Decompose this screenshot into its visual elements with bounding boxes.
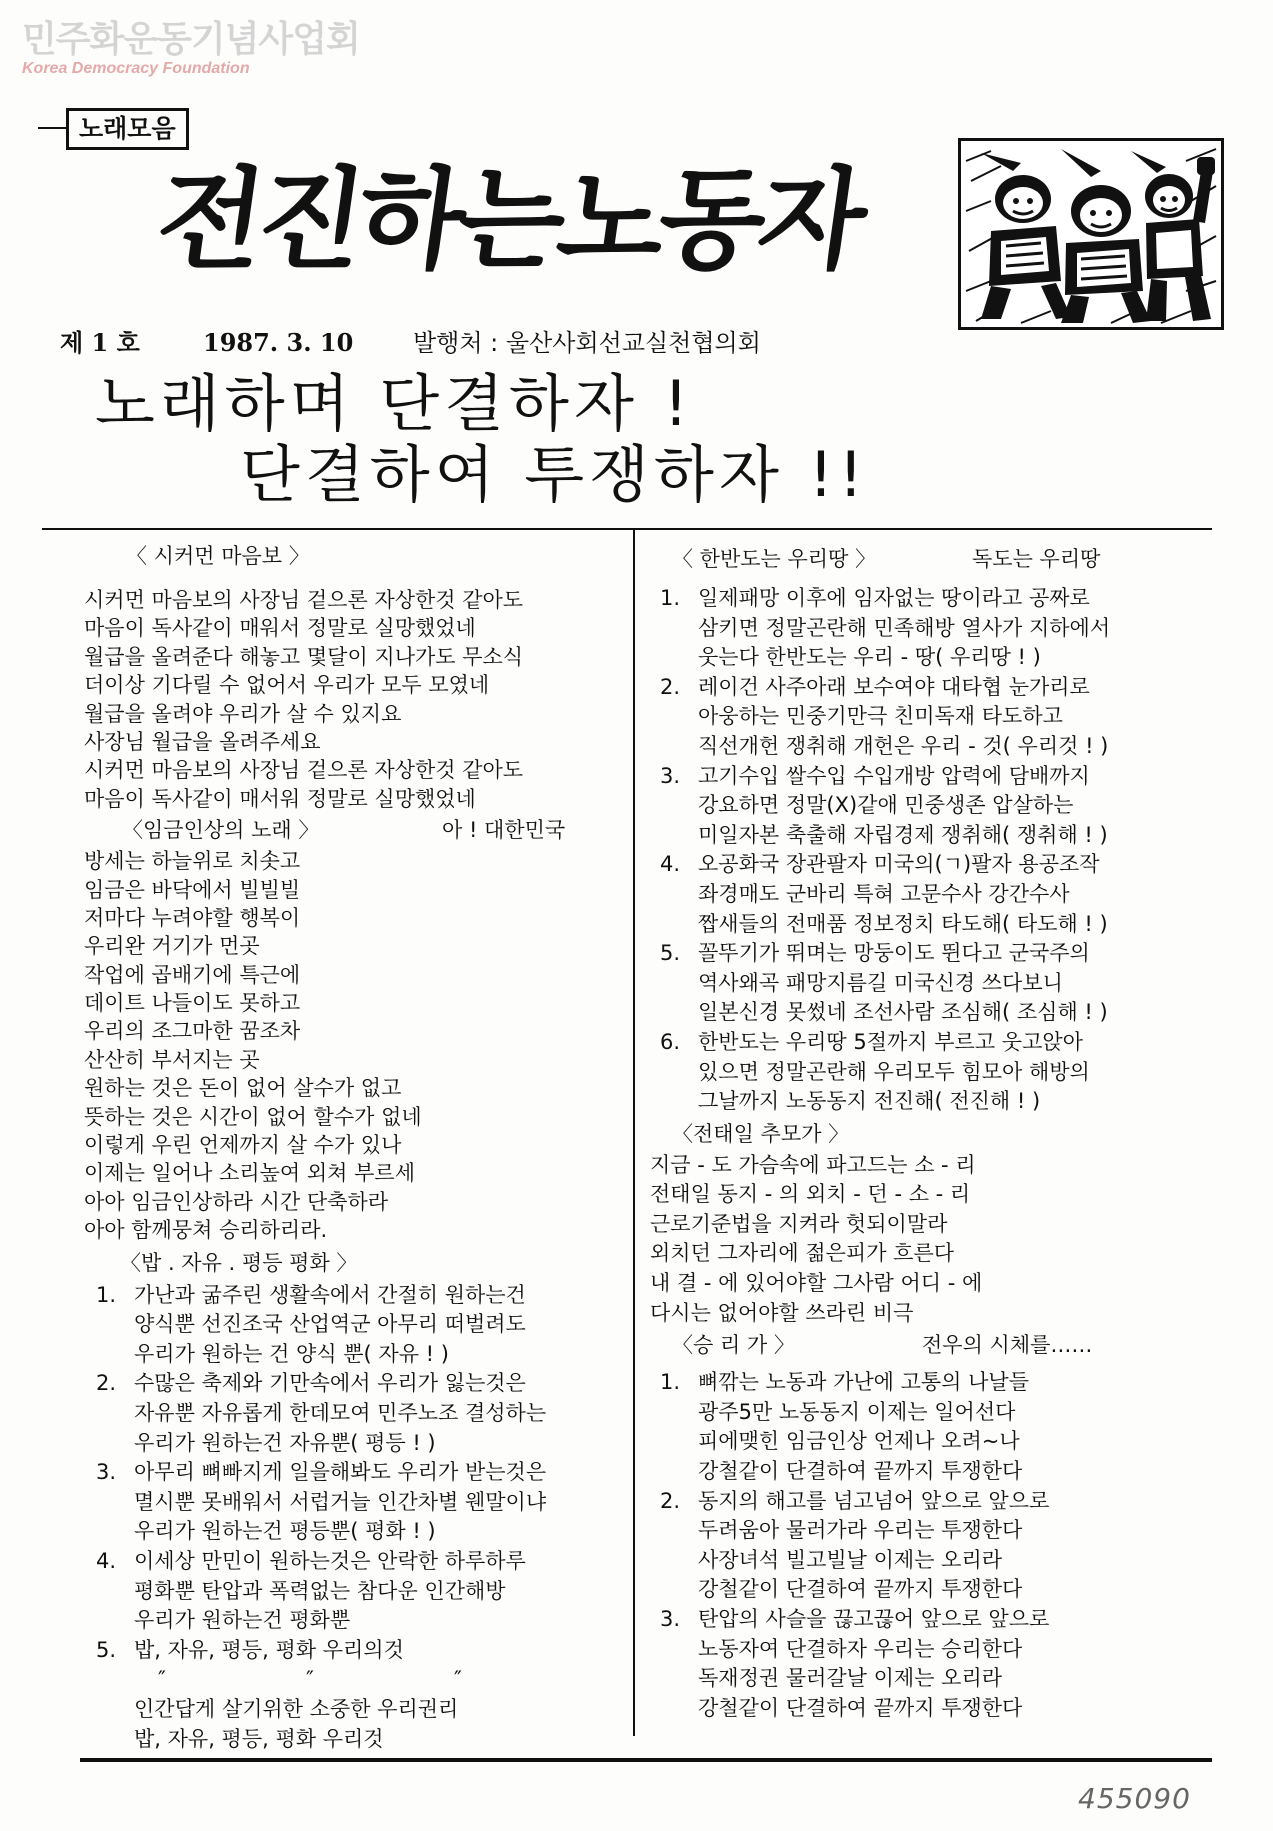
lyric-line: 멸시뿐 못배워서 서럽거늘 인간차별 웬말이냐 — [134, 1489, 547, 1514]
woodcut-illustration — [958, 138, 1224, 330]
lyric-line: 좌경매도 군바리 특혀 고문수사 강간수사 — [698, 881, 1070, 906]
bottom-rule — [80, 1758, 1212, 1762]
tag-rule — [38, 127, 68, 129]
ditto-mark: ″ — [454, 1667, 462, 1692]
verse-number: 1. — [660, 586, 681, 610]
lyric-line: 한반도는 우리땅 5절까지 부르고 웃고앉아 — [698, 1029, 1083, 1054]
song-title: 〈승 리 가 〉 — [672, 1333, 795, 1358]
verse-number: 4. — [96, 1548, 117, 1573]
ditto-mark: ″ — [158, 1667, 166, 1692]
verse-number: 2. — [96, 1371, 117, 1396]
lyric-line: 이세상 만민이 원하는것은 안락한 하루하루 — [134, 1548, 526, 1573]
lyric-line: 수많은 축제와 기만속에서 우리가 잃는것은 — [134, 1371, 526, 1396]
lyric-line: 마음이 독사같이 매서워 정말로 실망했었네 — [84, 786, 476, 811]
lyric-line: 원하는 것은 돈이 없어 살수가 없고 — [84, 1076, 402, 1101]
lyric-line: 강철같이 단결하여 끝까지 투쟁한다 — [698, 1459, 1023, 1484]
lyric-line: 우리가 원하는건 자유뿐( 평등 ! ) — [134, 1430, 436, 1455]
verse-number: 2. — [660, 674, 681, 699]
lyric-line: 강철같이 단결하여 끝까지 투쟁한다 — [698, 1695, 1023, 1720]
lyric-line: 저마다 누려야할 행복이 — [84, 905, 301, 930]
lyric-line: 일제패망 이후에 임자없는 땅이라고 공짜로 — [698, 586, 1090, 610]
lyric-line: 짭새들의 전매품 정보정치 타도해( 타도해 ! ) — [698, 911, 1108, 936]
lyric-line: 다시는 없어야할 쓰라린 비극 — [650, 1300, 914, 1325]
lyric-line: 우리가 원하는건 평등뿐( 평화 ! ) — [134, 1519, 436, 1544]
lyric-line: 아아 임금인상하라 시간 단축하라 — [84, 1189, 389, 1214]
verse-number: 5. — [96, 1637, 117, 1662]
song-title-row — [650, 542, 1210, 576]
lyric-line: 뜻하는 것은 시간이 없어 할수가 없네 — [84, 1104, 422, 1129]
lyric-line: 평화뿐 탄압과 폭력없는 참다운 인간해방 — [134, 1578, 506, 1603]
lyric-line: 일본신경 못썼네 조선사람 조심해( 조심해 ! ) — [698, 1000, 1108, 1025]
lyric-line: 마음이 독사같이 매워서 정말로 실망했었네 — [84, 616, 476, 641]
lyric-line: 동지의 해고를 넘고넘어 앞으로 앞으로 — [698, 1488, 1050, 1513]
lyric-line: 독재정권 물러갈날 이제는 오리라 — [698, 1666, 1003, 1691]
lyric-line: 작업에 곱배기에 특근에 — [84, 962, 301, 987]
lyric-line: 강요하면 정말(X)같애 민중생존 압살하는 — [698, 793, 1074, 818]
slogan-line-1: 노래하며 단결하자 ! — [95, 367, 694, 440]
verse-number: 6. — [660, 1029, 681, 1054]
lyric-line: 임금은 바닥에서 빌빌빌 — [84, 877, 301, 902]
issue-line — [60, 323, 761, 358]
section-tag: 노래모음 — [66, 108, 189, 150]
column-divider — [633, 528, 635, 1736]
lyric-line: 더이상 기다릴 수 없어서 우리가 모두 모였네 — [84, 673, 490, 698]
ditto-mark: ″ — [306, 1667, 314, 1692]
verse-number: 3. — [96, 1460, 117, 1485]
lyric-line: 미일자본 축출해 자립경제 쟁취해( 쟁취해 ! ) — [698, 822, 1108, 847]
song-title-row — [650, 1328, 1210, 1362]
lyric-line: 강철같이 단결하여 끝까지 투쟁한다 — [698, 1577, 1023, 1602]
song-title: 〈전태일 추모가 〉 — [672, 1121, 850, 1146]
song-title: 〈 시커먼 마음보 〉 — [126, 544, 310, 568]
left-column — [84, 540, 624, 1754]
lyric-line: 자유뿐 자유롭게 한데모여 민주노조 결성하는 — [134, 1400, 547, 1425]
lyric-line: 탄압의 사슬을 끊고끊어 앞으로 앞으로 — [698, 1607, 1050, 1631]
lyric-line: 역사왜곡 패망지름길 미국신경 쓰다보니 — [698, 970, 1063, 995]
lyric-line: 전태일 동지 - 의 외치 - 던 - 소 - 리 — [650, 1182, 971, 1207]
lyric-line: 밥, 자유, 평등, 평화 우리의것 — [134, 1637, 404, 1662]
lyric-line: 두려움아 물러가라 우리는 투쟁한다 — [698, 1518, 1023, 1543]
lyric-line: 가난과 굶주린 생활속에서 간절히 원하는건 — [134, 1282, 526, 1307]
publisher: 발행처 : 울산사회선교실천협의회 — [413, 329, 761, 357]
lyric-line: 시커먼 마음보의 사장님 겉으론 자상한것 같아도 — [84, 588, 524, 612]
handwritten-archive-number: 455090 — [1078, 1782, 1191, 1815]
lyric-line: 있으면 정말곤란해 우리모두 힘모아 해방의 — [698, 1059, 1090, 1084]
lyric-line: 월급을 올려준다 해놓고 몇달이 지나가도 무소식 — [84, 644, 524, 669]
lyric-line: 아아 함께뭉쳐 승리하리라. — [84, 1218, 328, 1243]
workers-woodcut-image — [961, 141, 1221, 327]
lyric-line: 양식뿐 선진조국 산업역군 아무리 떠벌려도 — [134, 1312, 526, 1337]
lyric-line: 월급을 올려야 우리가 살 수 있지요 — [84, 701, 402, 726]
slogan-line-2: 단결하여 투쟁하자 !! — [240, 438, 869, 511]
lyric-line: 이렇게 우린 언제까지 살 수가 있나 — [84, 1133, 402, 1158]
song-title: 〈 한반도는 우리땅 〉 — [672, 547, 877, 571]
song-title: 〈임금인상의 노래 〉 — [122, 818, 320, 843]
watermark-korean: 민주화운동기념사업회 — [22, 19, 360, 60]
lyric-line: 인간답게 살기위한 소중한 우리권리 — [134, 1696, 459, 1721]
watermark-english: Korea Democracy Foundation — [22, 60, 250, 77]
masthead-title: 전진하는노동자 — [149, 156, 869, 284]
lyric-line: 고기수입 쌀수입 수입개방 압력에 담배까지 — [698, 763, 1090, 788]
ditto-marks — [96, 1665, 624, 1695]
song-tune-note: 아 ! 대한민국 — [442, 818, 566, 843]
song-title: 〈밥 . 자유 . 평등 평화 〉 — [120, 1250, 358, 1275]
lyric-line: 피에맺힌 임금인상 언제나 오려~나 — [698, 1429, 1020, 1454]
lyric-line: 노동자여 단결하자 우리는 승리한다 — [698, 1636, 1023, 1661]
lyric-line: 내 결 - 에 있어야할 그사람 어디 - 에 — [650, 1271, 983, 1296]
lyric-line: 직선개헌 쟁취해 개헌은 우리 - 것( 우리것 ! ) — [698, 733, 1109, 758]
song-tune-note: 전우의 시체를…… — [922, 1333, 1093, 1358]
verse-number: 3. — [660, 763, 681, 788]
verse-number: 1. — [660, 1370, 681, 1395]
lyric-line: 아웅하는 민중기만극 친미독재 타도하고 — [698, 704, 1063, 729]
lyric-line: 이제는 일어나 소리높여 외쳐 부르세 — [84, 1161, 415, 1186]
issue-number: 제 1 호 — [60, 328, 140, 357]
lyric-line: 오공화국 장관팔자 미국의(ㄱ)팔자 용공조작 — [698, 852, 1100, 877]
verse-number: 5. — [660, 941, 681, 966]
lyric-line: 방세는 하늘위로 치솟고 — [84, 849, 301, 874]
song-tune-note: 독도는 우리땅 — [972, 547, 1101, 571]
lyric-line: 밥, 자유, 평등, 평화 우리것 — [134, 1726, 384, 1751]
lyric-line: 지금 - 도 가슴속에 파고드는 소 - 리 — [650, 1152, 976, 1177]
lyric-line: 뼈깎는 노동과 가난에 고통의 나날들 — [698, 1370, 1029, 1395]
right-column — [650, 542, 1210, 1723]
verse-number: 1. — [96, 1282, 117, 1307]
top-rule — [42, 528, 1212, 530]
watermark — [22, 18, 360, 78]
lyric-line: 우리의 조그마한 꿈조차 — [84, 1019, 301, 1044]
lyric-line: 꼴뚜기가 뛰며는 망둥이도 뛴다고 군국주의 — [698, 941, 1090, 966]
verse-number: 2. — [660, 1488, 681, 1513]
issue-date: 1987. 3. 10 — [203, 328, 354, 357]
lyric-line: 데이트 나들이도 못하고 — [84, 991, 301, 1016]
lyric-line: 삼키면 정말곤란해 민족해방 열사가 지하에서 — [698, 615, 1111, 640]
lyric-line: 산산히 부서지는 곳 — [84, 1047, 260, 1072]
lyric-line: 사장님 월급을 올려주세요 — [84, 729, 321, 754]
lyric-line: 그날까지 노동동지 전진해( 전진해 ! ) — [698, 1089, 1041, 1114]
lyric-line: 우리완 거기가 먼곳 — [84, 934, 260, 959]
lyric-line: 광주5만 노동동지 이제는 일어선다 — [698, 1399, 1016, 1424]
lyric-line: 우리가 원하는 건 양식 뿐( 자유 ! ) — [134, 1341, 449, 1366]
lyric-line: 아무리 뼈빠지게 일을해봐도 우리가 받는것은 — [134, 1460, 547, 1485]
lyric-line: 사장녀석 빌고빌날 이제는 오리라 — [698, 1547, 1003, 1572]
song-title-row — [84, 813, 624, 847]
lyric-line: 우리가 원하는건 평화뿐 — [134, 1608, 351, 1633]
lyric-line: 시커먼 마음보의 사장님 겉으론 자상한것 같아도 — [84, 758, 524, 783]
lyric-line: 레이건 사주아래 보수여야 대타협 눈가리로 — [698, 674, 1090, 699]
lyric-line: 웃는다 한반도는 우리 - 땅( 우리땅 ! ) — [698, 645, 1041, 670]
lyric-line: 근로기준법을 지켜라 헛되이말라 — [650, 1211, 948, 1236]
verse-number: 4. — [660, 852, 681, 877]
lyric-line: 외치던 그자리에 젊은피가 흐른다 — [650, 1241, 955, 1266]
verse-number: 3. — [660, 1607, 681, 1631]
